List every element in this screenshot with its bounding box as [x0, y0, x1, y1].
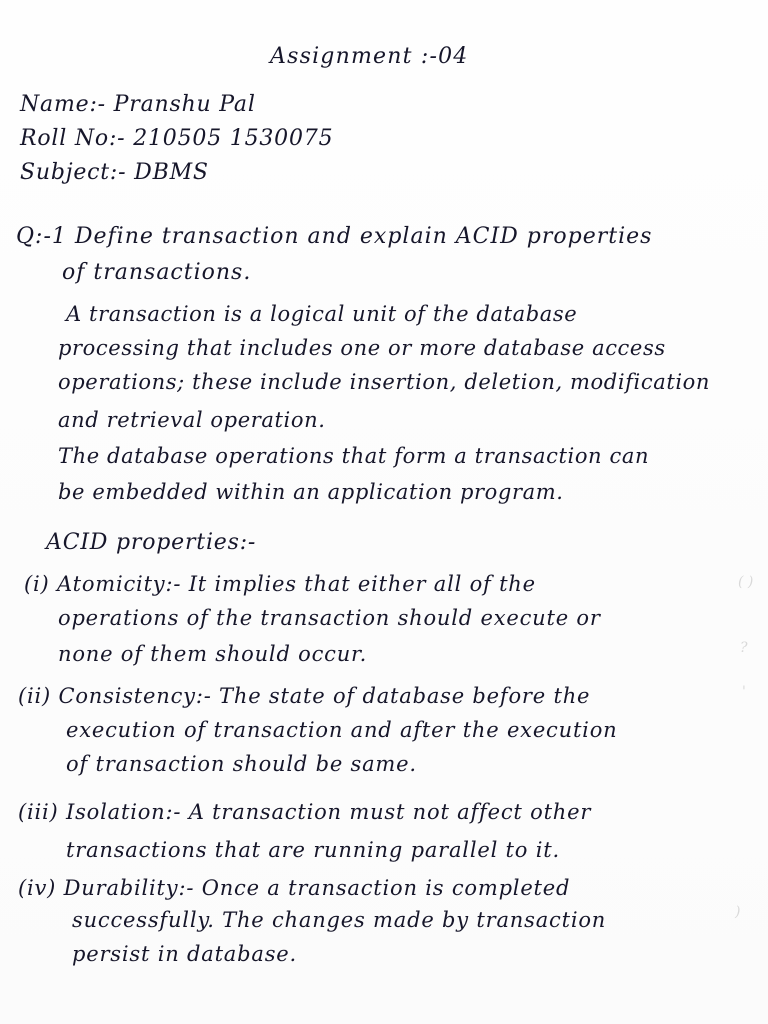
question-line: of transactions. — [62, 260, 252, 285]
durability-line: successfully. The changes made by transaction — [72, 908, 607, 932]
answer-line: A transaction is a logical unit of the database — [66, 302, 578, 326]
consistency-line: execution of transaction and after the execution — [66, 718, 618, 742]
bleed-through-mark: ( ) — [738, 574, 754, 590]
bleed-through-mark: ? — [740, 640, 748, 656]
durability-line: (iv) Durability:- Once a transaction is completed — [18, 876, 571, 900]
isolation-line: transactions that are running parallel to it. — [66, 838, 560, 862]
answer-line: The database operations that form a transaction can — [58, 444, 650, 468]
consistency-line: (ii) Consistency:- The state of database before the — [18, 684, 591, 708]
acid-heading: ACID properties:- — [46, 530, 257, 555]
consistency-line: of transaction should be same. — [66, 752, 417, 776]
answer-line: and retrieval operation. — [58, 408, 326, 432]
durability-line: persist in database. — [72, 942, 297, 966]
subject: Subject:- DBMS — [20, 160, 209, 185]
bleed-through-mark: ) — [735, 904, 741, 920]
isolation-line: (iii) Isolation:- A transaction must not affect other — [18, 800, 592, 824]
atomicity-line: (i) Atomicity:- It implies that either all of the — [24, 572, 536, 596]
atomicity-line: operations of the transaction should execute or — [58, 606, 601, 630]
roll-number: Roll No:- 210505 1530075 — [20, 126, 334, 151]
answer-line: be embedded within an application program. — [58, 480, 564, 504]
atomicity-line: none of them should occur. — [58, 642, 368, 666]
answer-line: operations; these include insertion, deletion, modification — [58, 370, 711, 394]
bleed-through-mark: ' — [742, 684, 746, 700]
question-line: Q:-1 Define transaction and explain ACID properties — [16, 224, 653, 249]
answer-line: processing that includes one or more database access — [58, 336, 666, 360]
assignment-title: Assignment :-04 — [270, 44, 469, 69]
student-name: Name:- Pranshu Pal — [20, 92, 256, 117]
